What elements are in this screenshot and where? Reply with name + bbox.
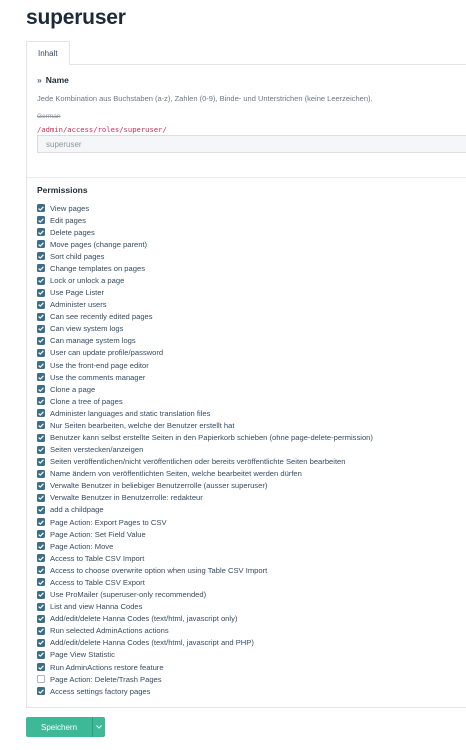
permission-item[interactable] xyxy=(37,262,373,274)
save-button[interactable]: Speichern xyxy=(26,717,92,737)
permission-label: View pages xyxy=(50,203,90,213)
chevron-right-icon: » xyxy=(37,75,42,85)
check-icon xyxy=(38,338,44,343)
permission-label: Can manage system logs xyxy=(50,336,136,346)
checkbox-checked[interactable] xyxy=(37,385,45,393)
permission-label: Access settings factory pages xyxy=(50,686,151,696)
permission-label: Delete pages xyxy=(50,227,95,237)
permission-item[interactable] xyxy=(37,564,373,576)
check-icon xyxy=(38,592,44,597)
check-icon xyxy=(38,665,44,670)
name-input[interactable] xyxy=(37,135,466,153)
permission-label: Seiten verstecken/anzeigen xyxy=(50,445,144,455)
permission-label: Sort child pages xyxy=(50,251,105,261)
permission-label: Page Action: Set Field Value xyxy=(50,529,146,539)
checkbox-checked[interactable] xyxy=(37,615,45,623)
name-field-label: Name xyxy=(45,75,69,85)
check-icon xyxy=(38,266,44,271)
permission-label: Administer languages and static translation files xyxy=(50,408,211,418)
checkbox-checked[interactable] xyxy=(37,603,45,611)
checkbox-checked[interactable] xyxy=(37,530,45,538)
checkbox-checked[interactable] xyxy=(37,542,45,550)
checkbox-checked[interactable] xyxy=(37,591,45,599)
permission-item[interactable] xyxy=(37,516,373,528)
permission-item[interactable] xyxy=(37,287,373,299)
name-field xyxy=(27,65,466,178)
permission-item[interactable] xyxy=(37,383,373,395)
permission-item[interactable] xyxy=(37,359,373,371)
check-icon xyxy=(38,447,44,452)
check-icon xyxy=(38,616,44,621)
permission-item[interactable] xyxy=(37,649,373,661)
checkbox-checked[interactable] xyxy=(37,651,45,659)
check-icon xyxy=(38,242,44,247)
check-icon xyxy=(38,278,44,283)
permission-item[interactable] xyxy=(37,480,373,492)
checkbox-checked[interactable] xyxy=(37,313,45,321)
permission-label: Add/edit/delete Hanna Codes (text/html, javascript only) xyxy=(50,614,238,624)
permission-label: Page View Statistic xyxy=(50,650,115,660)
save-dropdown-button[interactable] xyxy=(92,717,105,737)
check-icon xyxy=(38,218,44,223)
check-icon xyxy=(38,459,44,464)
permission-label: Seiten veröffentlichen/nicht veröffentlichen oder bereits veröffentlichte Seiten bearbeiten xyxy=(50,457,346,467)
checkbox-checked[interactable] xyxy=(37,446,45,454)
permission-label: Access to Table CSV Import xyxy=(50,553,145,563)
check-icon xyxy=(38,580,44,585)
permission-label: List and view Hanna Codes xyxy=(50,602,143,612)
permission-label: add a childpage xyxy=(50,505,104,515)
permission-item[interactable] xyxy=(37,504,373,516)
permission-item[interactable] xyxy=(37,311,373,323)
checkbox-checked[interactable] xyxy=(37,687,45,695)
permission-item[interactable] xyxy=(37,238,373,250)
check-icon xyxy=(38,363,44,368)
check-icon xyxy=(38,399,44,404)
permission-label: Page Action: Move xyxy=(50,541,114,551)
check-icon xyxy=(38,471,44,476)
permission-label: Verwalte Benutzer in Benutzerrolle: redakteur xyxy=(50,493,203,503)
checkbox-checked[interactable] xyxy=(37,325,45,333)
language-label: German xyxy=(37,113,61,120)
check-icon xyxy=(38,544,44,549)
permission-item[interactable] xyxy=(37,601,373,613)
permission-item[interactable] xyxy=(37,371,373,383)
permission-item[interactable] xyxy=(37,323,373,335)
name-field-description: Jede Kombination aus Buchstaben (a-z), Zahlen (0-9), Binde- und Unterstrichen (keine Leerzeichen). xyxy=(37,94,373,103)
tab-inhalt[interactable]: Inhalt xyxy=(26,41,70,65)
permission-label: Move pages (change parent) xyxy=(50,239,148,249)
check-icon xyxy=(38,495,44,500)
checkbox-checked[interactable] xyxy=(37,494,45,502)
permission-label: Run selected AdminActions actions xyxy=(50,626,169,636)
permission-item[interactable] xyxy=(37,456,373,468)
permission-item[interactable] xyxy=(37,685,373,697)
checkbox-checked[interactable] xyxy=(37,409,45,417)
check-icon xyxy=(38,556,44,561)
permission-label: Page Action: Delete/Trash Pages xyxy=(50,674,162,684)
permission-item[interactable] xyxy=(37,347,373,359)
permission-item[interactable] xyxy=(37,661,373,673)
checkbox-checked[interactable] xyxy=(37,264,45,272)
permission-item[interactable] xyxy=(37,625,373,637)
check-icon xyxy=(38,326,44,331)
permission-label: Can view system logs xyxy=(50,324,124,334)
permission-label: Lock or unlock a page xyxy=(50,276,125,285)
permission-item[interactable] xyxy=(37,444,373,456)
permissions-list xyxy=(37,202,373,697)
check-icon xyxy=(38,230,44,235)
checkbox-checked[interactable] xyxy=(37,228,45,236)
permission-item[interactable] xyxy=(37,589,373,601)
checkbox-checked[interactable] xyxy=(37,578,45,586)
check-icon xyxy=(38,290,44,295)
check-icon xyxy=(38,689,44,694)
permission-label: Clone a tree of pages xyxy=(50,396,123,406)
check-icon xyxy=(38,640,44,645)
permission-item[interactable] xyxy=(37,299,373,311)
permission-item[interactable] xyxy=(37,250,373,262)
checkbox-checked[interactable] xyxy=(37,506,45,514)
checkbox-checked[interactable] xyxy=(37,252,45,260)
permission-label: Edit pages xyxy=(50,215,86,225)
permission-item[interactable] xyxy=(37,528,373,540)
permission-item[interactable] xyxy=(37,673,373,685)
permission-item[interactable] xyxy=(37,335,373,347)
check-icon xyxy=(38,423,44,428)
permission-label: User can update profile/password xyxy=(50,348,164,358)
check-icon xyxy=(38,314,44,319)
check-icon xyxy=(38,206,44,211)
permission-item[interactable] xyxy=(37,468,373,480)
check-icon xyxy=(38,411,44,416)
permission-label: Administer users xyxy=(50,300,107,310)
permission-item[interactable] xyxy=(37,576,373,588)
check-icon xyxy=(38,302,44,307)
permission-item[interactable] xyxy=(37,540,373,552)
permission-label: Use the comments manager xyxy=(50,372,146,382)
permission-label: Nur Seiten bearbeiten, welche der Benutzer erstellt hat xyxy=(50,420,235,430)
name-field-header[interactable] xyxy=(37,75,69,85)
checkbox-checked[interactable] xyxy=(37,349,45,357)
checkbox-checked[interactable] xyxy=(37,663,45,671)
check-icon xyxy=(38,435,44,440)
permission-label: Verwalte Benutzer in beliebiger Benutzerrolle (ausser superuser) xyxy=(50,481,268,491)
checkbox-checked[interactable] xyxy=(37,397,45,405)
permission-label: Add/edit/delete Hanna Codes (text/html, javascript and PHP) xyxy=(50,638,254,648)
checkbox-checked[interactable] xyxy=(37,518,45,526)
permission-item[interactable] xyxy=(37,202,373,214)
checkbox-checked[interactable] xyxy=(37,289,45,297)
checkbox-checked[interactable] xyxy=(37,277,45,285)
permission-item[interactable] xyxy=(37,637,373,649)
permission-item[interactable] xyxy=(37,492,373,504)
permission-label: Access to Table CSV Export xyxy=(50,577,145,587)
check-icon xyxy=(38,507,44,512)
checkbox-checked[interactable] xyxy=(37,240,45,248)
permission-label: Use ProMailer (superuser-only recommended) xyxy=(50,590,207,600)
checkbox-checked[interactable] xyxy=(37,639,45,647)
permission-label: Benutzer kann selbst erstellte Seiten in den Papierkorb schieben (ohne page-delete-permission) xyxy=(50,433,373,443)
permission-item[interactable] xyxy=(37,552,373,564)
url-prefix: /admin/access/roles/superuser/ xyxy=(37,125,167,134)
check-icon xyxy=(38,604,44,609)
permission-item[interactable] xyxy=(37,431,373,443)
permission-label: Access to choose overwrite option when using Table CSV Import xyxy=(50,565,268,575)
check-icon xyxy=(38,375,44,380)
permission-label: Change templates on pages xyxy=(50,263,145,273)
check-icon xyxy=(38,483,44,488)
checkbox-checked[interactable] xyxy=(37,554,45,562)
permission-item[interactable] xyxy=(37,613,373,625)
tab-bar xyxy=(26,41,466,65)
content-panel xyxy=(26,64,466,708)
checkbox-checked[interactable] xyxy=(37,373,45,381)
permissions-label: Permissions xyxy=(37,185,88,195)
checkbox-checked[interactable] xyxy=(37,361,45,369)
check-icon xyxy=(38,568,44,573)
check-icon xyxy=(38,254,44,259)
permission-label: Clone a page xyxy=(50,384,96,394)
check-icon xyxy=(38,532,44,537)
checkbox-checked[interactable] xyxy=(37,482,45,490)
checkbox-checked[interactable] xyxy=(37,216,45,224)
checkbox-checked[interactable] xyxy=(37,421,45,429)
check-icon xyxy=(38,350,44,355)
permission-item[interactable] xyxy=(37,419,373,431)
permission-label: Name ändern von veröffentlichten Seiten, welche bearbeitet werden dürfen xyxy=(50,469,302,479)
permission-item[interactable] xyxy=(37,226,373,238)
checkbox-checked[interactable] xyxy=(37,301,45,309)
permission-item[interactable] xyxy=(37,274,373,286)
checkbox-checked[interactable] xyxy=(37,204,45,212)
page-title: superuser xyxy=(26,6,126,29)
check-icon xyxy=(38,628,44,633)
permission-label: Run AdminActions restore feature xyxy=(50,662,164,672)
permission-label: Use the front-end page editor xyxy=(50,360,149,370)
checkbox-checked[interactable] xyxy=(37,458,45,466)
save-button-group xyxy=(26,717,105,737)
check-icon xyxy=(38,652,44,657)
chevron-down-icon xyxy=(96,725,102,729)
checkbox-checked[interactable] xyxy=(37,337,45,345)
checkbox-unchecked[interactable] xyxy=(37,675,45,683)
checkbox-checked[interactable] xyxy=(37,627,45,635)
check-icon xyxy=(38,387,44,392)
permission-item[interactable] xyxy=(37,214,373,226)
checkbox-checked[interactable] xyxy=(37,434,45,442)
permission-item[interactable] xyxy=(37,407,373,419)
permission-item[interactable] xyxy=(37,395,373,407)
checkbox-checked[interactable] xyxy=(37,566,45,574)
check-icon xyxy=(38,520,44,525)
permission-label: Page Action: Export Pages to CSV xyxy=(50,517,167,527)
permission-label: Use Page Lister xyxy=(50,288,105,298)
checkbox-checked[interactable] xyxy=(37,470,45,478)
permission-label: Can see recently edited pages xyxy=(50,312,153,322)
